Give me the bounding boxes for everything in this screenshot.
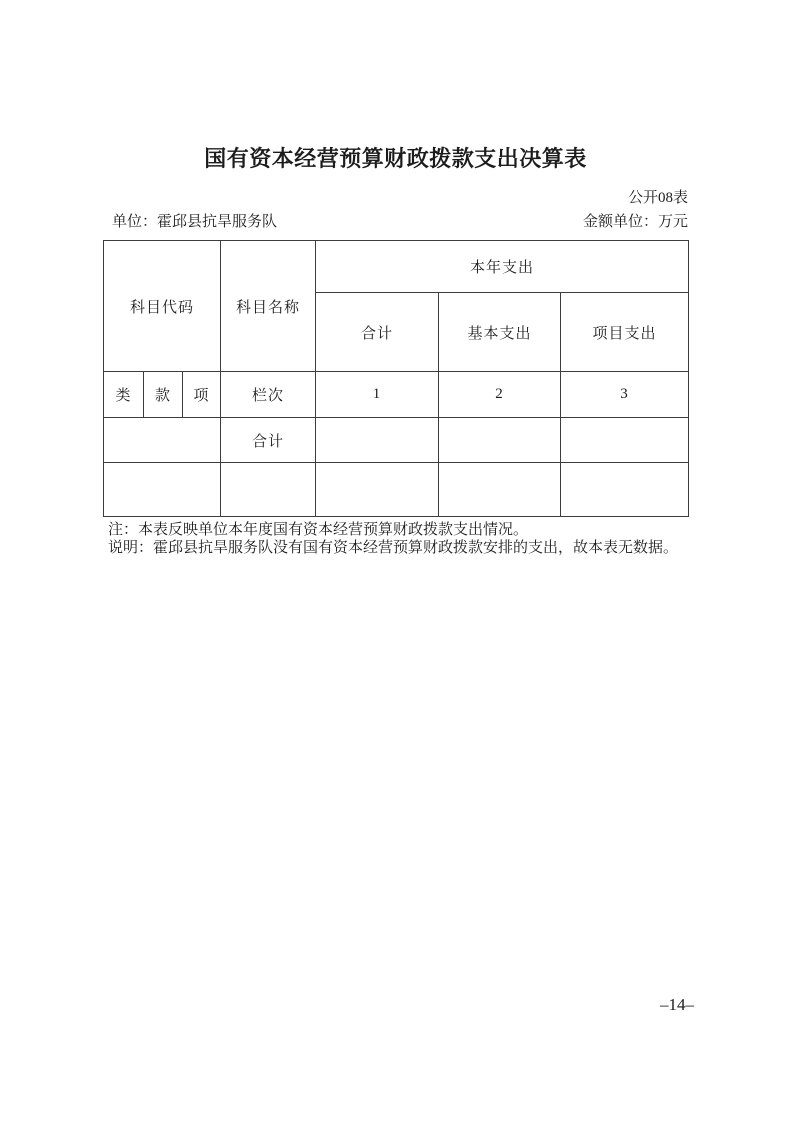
page-number: –14– <box>660 995 694 1014</box>
table-row <box>104 418 689 463</box>
row-code-cell <box>104 418 221 463</box>
row-total-cell <box>316 463 439 517</box>
header-col-3: 3 <box>561 372 689 418</box>
row-basic-cell <box>439 418 561 463</box>
table-header-row-3 <box>104 372 689 418</box>
table-header-row-1 <box>104 241 689 293</box>
header-total: 合计 <box>316 293 439 372</box>
header-column-label: 栏次 <box>221 372 316 418</box>
header-sub-item: 项 <box>183 372 221 418</box>
form-number: 公开08表 <box>627 190 688 206</box>
header-current-year-expenditure: 本年支出 <box>316 241 689 293</box>
row-total-cell <box>316 418 439 463</box>
document-content <box>103 0 688 557</box>
page-title: 国有资本经营预算财政拨款支出决算表 <box>204 146 587 171</box>
amount-unit: 金额单位：万元 <box>582 214 688 230</box>
expenditure-table <box>103 240 689 517</box>
header-project-expenditure: 项目支出 <box>561 293 689 372</box>
table-footnotes <box>103 521 688 557</box>
row-project-cell <box>561 418 689 463</box>
unit-name: 单位：霍邱县抗旱服务队 <box>112 214 278 230</box>
row-basic-cell <box>439 463 561 517</box>
unit-info-row <box>103 213 688 232</box>
header-col-1: 1 <box>316 372 439 418</box>
header-item: 款 <box>144 372 183 418</box>
header-category: 类 <box>104 372 144 418</box>
table-row <box>104 463 689 517</box>
row-code-cell <box>104 463 221 517</box>
header-col-2: 2 <box>439 372 561 418</box>
header-subject-code: 科目代码 <box>104 241 221 372</box>
note-line: 注：本表反映单位本年度国有资本经营预算财政拨款支出情况。 <box>108 522 529 538</box>
header-basic-expenditure: 基本支出 <box>439 293 561 372</box>
description-line: 说明：霍邱县抗旱服务队没有国有资本经营预算财政拨款安排的支出，故本表无数据。 <box>108 540 679 556</box>
header-subject-name: 科目名称 <box>221 241 316 372</box>
row-name-cell <box>221 463 316 517</box>
row-project-cell <box>561 463 689 517</box>
row-name-cell: 合计 <box>221 418 316 463</box>
